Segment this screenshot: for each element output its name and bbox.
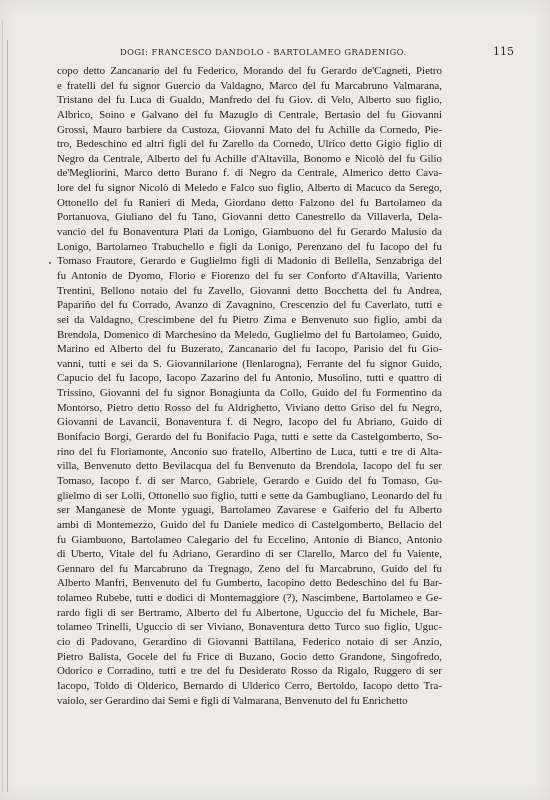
text-line: rardo figli di ser Bertramo, Alberto del fu Albertone, Uguccio del fu Michele, Bar- [57,606,442,619]
text-line: villa, Benvenuto detto Bevilacqua del fu Benvenuto da Brendola, Iacopo del fu ser [57,460,442,473]
text-line: vancio del fu Bonaventura Plati da Lonigo, Giambuono del fu Gerardo Malusio da [57,226,442,239]
text-line: Papariño del fu Corrado, Avanzo di Zavagnino, Crescenzio del fu Caverlato, tutti e [57,299,442,312]
text-line: vanni, tutti e sei da S. Giovannilarione (Ilenlarogna), Ferrante del fu signor Guido, [57,357,442,370]
text-line: Tristano del fu Luca di Gualdo, Manfredo del fu Giov. di Velo, Alberto suo figlio, [57,94,442,107]
page-fold-line [7,40,8,792]
text-line: Ottonello del fu Ranieri di Meda, Giordano detto Falzono del fu Bartolameo da [57,196,442,209]
text-line: Iacopo, Toldo di Olderico, Bernardo di Ulderico Cerro, Bertoldo, Iacopo detto Tra- [57,679,442,692]
text-line: Capucio del fu Iacopo, Iacopo Zazarino del fu Antonio, Musolino, tutti e quattro di [57,372,442,385]
text-line: Tomaso Frautore, Gerardo e Guglielmo figli di Madonio di Bellella, Senzabriga del [57,255,442,268]
text-line: Brendola, Domenico di Marchesino da Meledo, Guglielmo del fu Bartolameo, Guido, [57,328,442,341]
text-line: Trentini, Bellono notaio del fu Zavello, Giovanni detto Bocchetta del fu Andrea, [57,284,442,297]
text-line: Trissino, Giovanni del fu signor Bonagiunta da Collo, Guido del fu Formentino da [57,387,442,400]
text-line: Gennaro del fu Marcabruno da Tregnago, Zeno del fu Marcabruno, Guido del fu [57,562,442,575]
text-line: Bonifacio Borgi, Gerardo del fu Bonifacio Paga, tutti e sette da Castelgomberto, So- [57,431,442,444]
text-line: Alberto Manfri, Benvenuto del fu Gumberto, Iacopino detto Bedeschino del fu Bar- [57,577,442,590]
text-line: ser Manganese de Monte yguagi, Bartolameo Zavarese e Gaiferio del fu Alberto [57,504,442,517]
text-line: tolameo Rubebe, tutti e dodici di Montemaggiore (?), Nascimbene, Bartolameo e Ge- [57,592,442,605]
page-number: 115 [493,45,514,58]
text-line: Pietro Balista, Gocele del fu Frice di Buzano, Gocio detto Grandone, Singofredo, [57,650,442,663]
text-line: rino del fu Floriamonte, Anconio suo fratello, Albertino de Luca, tutti e tre di Alta- [57,445,442,458]
text-line: copo detto Zancanario del fu Federico, Morando del fu Gerardo de'Cagneti, Pietro [57,65,442,77]
text-line: Lonigo, Bartolameo Trabuchello e figli da Lonigo, Perenzano del fu Iacopo del fu [57,240,442,253]
text-line: lore del fu signor Nicolò di Meledo e Falco suo figlio, Alberto di Macuco da Serego, [57,182,442,195]
text-line: vaiolo, ser Gerardino dai Semi e figli di Valmarana, Benvenuto del fu Enrichetto [57,694,408,707]
text-line: fu Antonio de Dyomo, Florio e Fiorenzo del fu ser Conforto d'Altavilla, Variento [57,269,442,282]
margin-mark [49,262,51,264]
text-line: cio di Padovano, Gerardino di Giovanni Battilana, Federico notaio di ser Anzio, [57,635,442,648]
text-line: tro, Bedeschino ed altri figli del fu Zarello da Cornedo, Ulrico detto Gigio figlio di [57,138,442,151]
text-line: glielmo di ser Lolli, Ottonello suo figlio, tutti e sette da Gambugliano, Leonardo del fu [57,489,442,502]
text-line: fu Giambuono, Bartolameo Calegario del fu Eccelino, Antonio di Bianco, Antonio [57,533,442,546]
text-line: e fratelli del fu signor Guercio da Valdagno, Marco del fu Marcabruno Valmarana, [57,79,442,92]
text-line: Grossi, Mauro barbiere da Custoza, Giovanni Mato del fu Achille da Cornedo, Pie- [57,123,442,136]
text-line: Odorico e Corradino, tutti e tre del fu Desiderato Rosso da Rigalo, Ruggero di ser [57,665,442,678]
text-line: tolameo Trinelli, Uguccio di ser Viviano, Bonaventura detto Turco suo figlio, Uguc- [57,621,442,634]
text-line: Giovanni de Lavancii, Bonaventura f. di Negro, Iacopo del fu Abriano, Guido di [57,416,442,429]
text-line: di Uberto, Vitale del fu Adriano, Gerardino di ser Clarello, Marco del fu Vaiente, [57,548,442,561]
text-line: Tomaso, Iacopo f. di ser Marco, Gabriele, Gerardo e Guido del fu Tomaso, Gu- [57,474,442,487]
text-line: Albrico, Soino e Galvano del fu Mazuglo di Centrale, Bertasio del fu Giovanni [57,108,442,121]
text-line: de'Megliorini, Marco detto Burano f. di Negro da Centrale, Almerico detto Cava- [57,167,442,180]
body-text [57,64,442,708]
text-line: sei da Valdagno, Crescimbene del fu Pietro Zima e Benvenuto suo figlio, ambi da [57,313,442,326]
text-line: Marino ed Alberto del fu Buzerato, Zancanario del fu Iacopo, Parisio del fu Gio- [57,343,442,356]
running-title: DOGI: FRANCESCO DANDOLO - BARTOLAMEO GRADENIGO. [120,47,407,57]
text-line: ambi di Montemezzo, Guido del fu Daniele medico di Castelgomberto, Bellacio del [57,518,442,531]
text-line: Portanuova, Giuliano del fu Tano, Giovanni detto Canestrello da Villaverla, Dela- [57,211,442,224]
text-line: Negro da Centrale, Alberto del fu Achille d'Altavilla, Bonomo e Nicolò del fu Gilio [57,152,442,165]
text-line: Montorso, Pietro detto Rosso del fu Aldrighetto, Viviano detto Griso del fu Negro, [57,401,442,414]
page-header [58,46,518,60]
page-edge-line [2,20,3,792]
